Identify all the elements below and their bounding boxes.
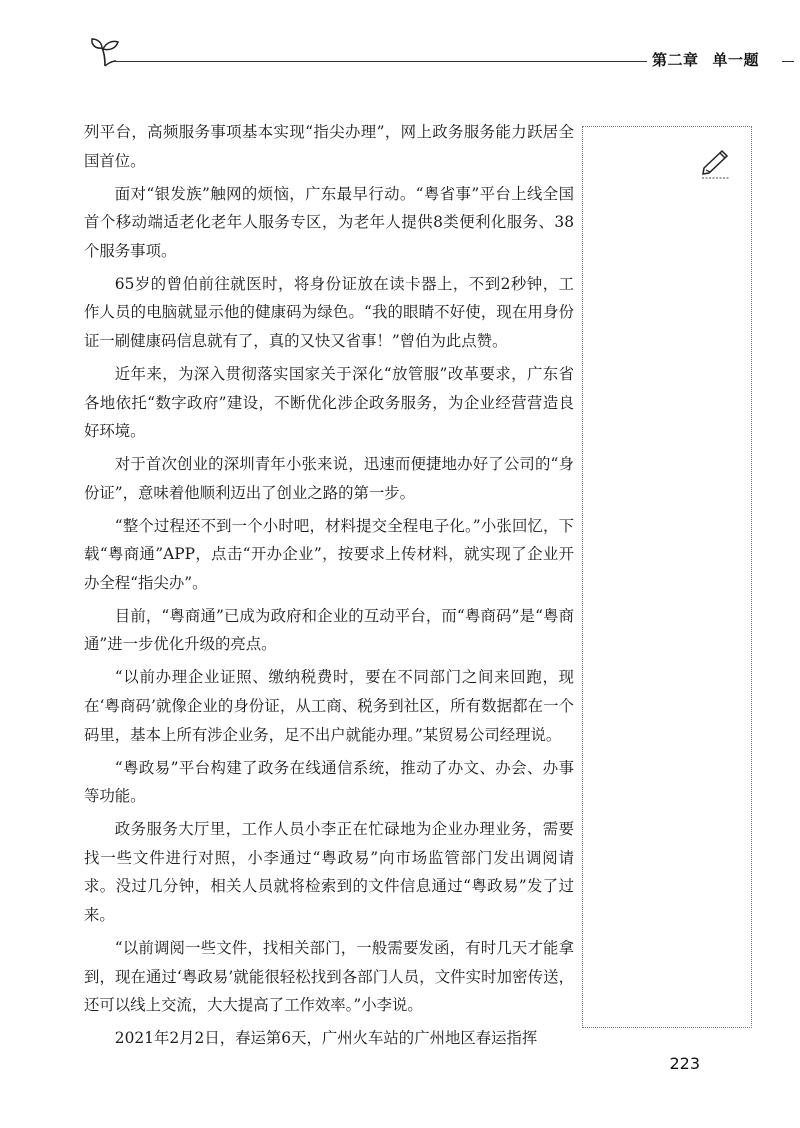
paragraph: 65岁的曾伯前往就医时，将身份证放在读卡器上，不到2秒钟，工作人员的电脑就显示他的健康码为绿色。“我的眼睛不好使，现在用身份证一刷健康码信息就有了，真的又快又省事！”曾伯为此点赞。: [84, 274, 574, 350]
paragraph: 面对“银发族”触网的烦恼，广东最早行动。“粤省事”平台上线全国首个移动端适老化老年人服务专区，为老年人提供8类便利化服务、38个服务事项。: [84, 184, 574, 260]
pencil-icon: [698, 146, 734, 180]
paragraph: “以前办理企业证照、缴纳税费时，要在不同部门之间来回跑，现在‘粤商码’就像企业的身份证，从工商、税务到社区，所有数据都在一个码里，基本上所有涉企业务，足不出户就能办理。”某贸易公司经理说。: [84, 668, 574, 744]
chapter-heading: [652, 49, 782, 73]
page-header: [88, 36, 794, 72]
notes-box: [582, 126, 752, 1028]
paragraph: 2021年2月2日，春运第6天，广州火车站的广州地区春运指挥: [114, 1029, 538, 1048]
paragraph: “以前调阅一些文件，找相关部门，一般需要发函，有时几天才能拿到，现在通过‘粤政易’就能很轻松找到各部门人员，文件实时加密传送，还可以线上交流，大大提高了工作效率。”小李说。: [84, 938, 574, 1015]
header-rule-end: [782, 61, 794, 62]
chapter-label: 第二章: [652, 51, 699, 69]
paragraph: 目前，“粤商通”已成为政府和企业的互动平台，而“粤商码”是“粤商通”进一步优化升级的亮点。: [84, 606, 574, 654]
body-text: [84, 118, 574, 1057]
section-label: 单一题: [712, 51, 760, 69]
paragraph: “粤政易”平台构建了政务在线通信系统，推动了办文、办会、办事等功能。: [84, 758, 574, 806]
sprout-icon: [88, 36, 122, 68]
paragraph: 政务服务大厅里，工作人员小李正在忙碌地为企业办理业务，需要找一些文件进行对照，小李通过“粤政易”向市场监管部门发出调阅请求。没过几分钟，相关人员就将检索到的文件信息通过“粤政易”发了过来。: [84, 820, 574, 924]
paragraph: 列平台，高频服务事项基本实现“指尖办理”，网上政务服务能力跃居全国首位。: [84, 123, 574, 170]
paragraph: 对于首次创业的深圳青年小张来说，迅速而便捷地办好了公司的“身份证”，意味着他顺利迈出了创业之路的第一步。: [84, 455, 574, 502]
paragraph: 近年来，为深入贯彻落实国家关于深化“放管服”改革要求，广东省各地依托“数字政府”建设，不断优化涉企政务服务，为企业经营营造良好环境。: [84, 364, 574, 441]
header-rule: [114, 61, 647, 62]
paragraph: “整个过程还不到一个小时吧，材料提交全程电子化。”小张回忆，下载“粤商通”APP，点击“开办企业”，按要求上传材料，就实现了企业开办全程“指尖办”。: [84, 516, 574, 592]
page-number: 223: [669, 1054, 700, 1073]
